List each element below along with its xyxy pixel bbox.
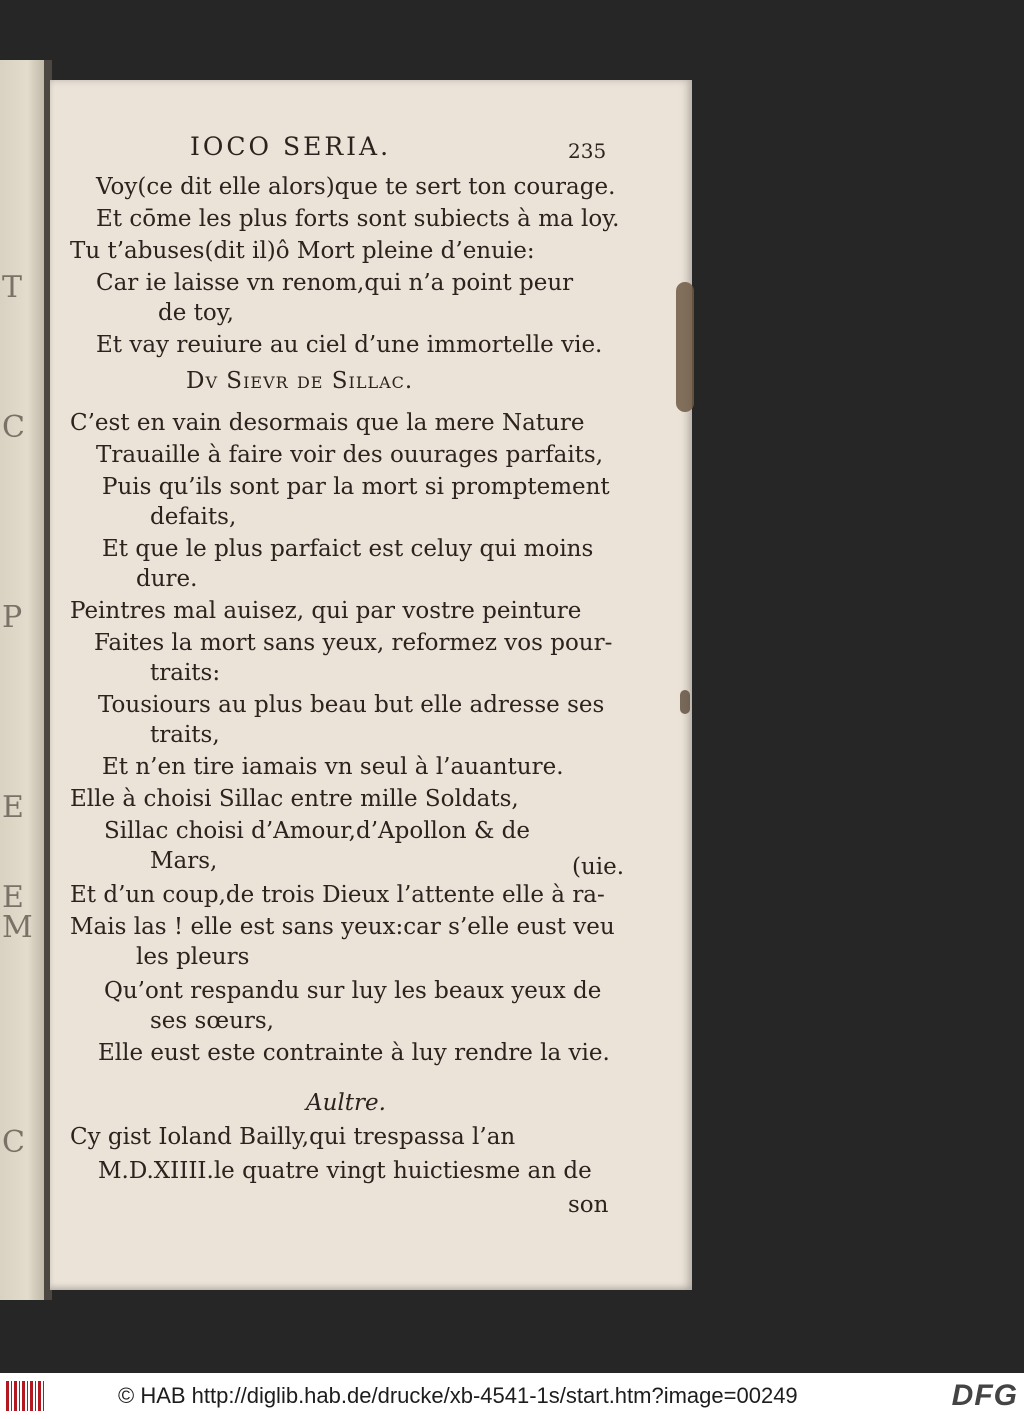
ghost-letter: E [2,880,24,915]
text-line: Mais las ! elle est sans yeux:car s’elle eust veu [70,914,615,940]
ghost-letter: P [2,600,23,635]
text-line: M.D.XIIII.le quatre vingt huictiesme an de [98,1158,592,1184]
text-line: Et n’en tire iamais vn seul à l’auanture. [102,754,564,780]
text-line: Trauaille à faire voir des ouurages parfaits, [96,442,604,468]
ink-stain [680,690,690,714]
text-line: Faites la mort sans yeux, reformez vos pour- [94,630,613,656]
text-line: Voy(ce dit elle alors)que te sert ton courage. [96,174,616,200]
section-title: Dv Sievr de Sillac. [186,368,414,394]
text-line: Elle à choisi Sillac entre mille Soldats, [70,786,519,812]
book-page [50,80,692,1290]
text-line: (uie. [572,854,625,880]
viewer-footer [0,1373,1024,1419]
text-line: Mars, [150,848,218,874]
text-line: Car ie laisse vn renom,qui n’a point peur [96,270,574,296]
ghost-letter: T [2,270,23,305]
text-line: dure. [136,566,198,592]
ghost-letter: M [2,910,33,945]
hab-barcode-icon [6,1381,46,1411]
text-line: de toy, [158,300,234,326]
text-line: C’est en vain desormais que la mere Nature [70,410,585,436]
text-line: Et que le plus parfaict est celuy qui moins [102,536,594,562]
ink-stain [676,282,694,412]
ghost-letter: C [2,1125,25,1160]
text-line: Elle eust este contrainte à luy rendre la vie. [98,1040,610,1066]
text-line: les pleurs [136,944,250,970]
running-head: IOCO SERIA. [190,132,392,161]
text-line: defaits, [150,504,237,530]
text-line: ses sœurs, [150,1008,274,1034]
copyright-link[interactable]: © HAB http://diglib.hab.de/drucke/xb-4541-1s/start.htm?image=00249 [118,1383,798,1408]
text-line: Puis qu’ils sont par la mort si promptement [102,474,610,500]
text-line: Et cōme les plus forts sont subiects à ma loy. [96,206,620,232]
page-number: 235 [568,139,607,163]
text-line: Sillac choisi d’Amour,d’Apollon & de [104,818,531,844]
section-title: Aultre. [306,1090,386,1116]
ghost-letter: C [2,410,25,445]
ghost-letter: E [2,790,24,825]
text-line: Tousiours au plus beau but elle adresse ses [98,692,605,718]
text-line: Peintres mal auisez, qui par vostre peinture [70,598,582,624]
dfg-logo: DFG [951,1379,1018,1412]
text-line: son [568,1192,609,1218]
adjacent-book-edge [0,60,50,1300]
text-line: traits: [150,660,221,686]
text-line: Et d’un coup,de trois Dieux l’attente elle à ra- [70,882,605,908]
text-line: Qu’ont respandu sur luy les beaux yeux de [104,978,602,1004]
text-line: traits, [150,722,220,748]
text-line: Cy gist Ioland Bailly,qui trespassa l’an [70,1124,516,1150]
text-line: Et vay reuiure au ciel d’une immortelle vie. [96,332,603,358]
text-line: Tu t’abuses(dit il)ô Mort pleine d’enuie: [70,238,535,264]
